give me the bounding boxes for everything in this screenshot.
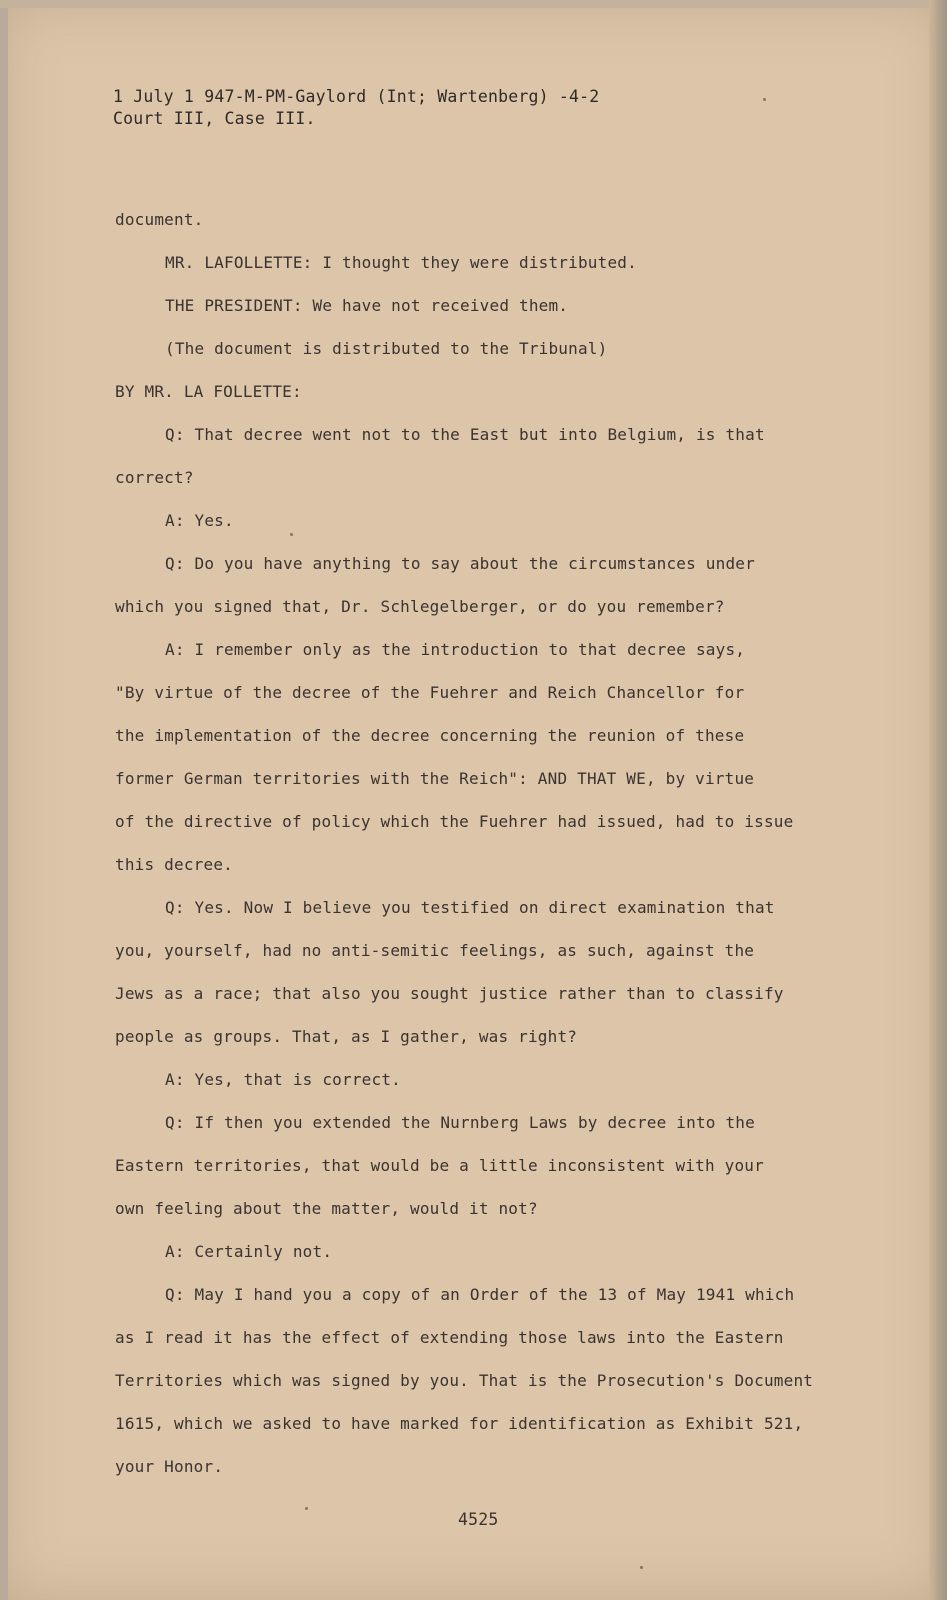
transcript-line: people as groups. That, as I gather, was right? xyxy=(115,1027,578,1046)
paper-speck xyxy=(290,533,293,536)
transcript-line: your Honor. xyxy=(115,1457,224,1476)
transcript-line: you, yourself, had no anti-semitic feelings, as such, against the xyxy=(115,941,755,960)
transcript-line: Q: May I hand you a copy of an Order of the 13 of May 1941 which xyxy=(165,1285,795,1304)
page-number: 4525 xyxy=(458,1510,499,1529)
header-court-line: Court III, Case III. xyxy=(113,109,316,128)
transcript-line: A: Yes. xyxy=(165,511,234,530)
paper-edge-top xyxy=(0,0,947,8)
transcript-line: 1615, which we asked to have marked for identification as Exhibit 521, xyxy=(115,1414,804,1433)
paper-speck xyxy=(640,1566,643,1569)
document-header xyxy=(113,86,599,130)
transcript-line: (The document is distributed to the Tribunal) xyxy=(165,339,608,358)
transcript-body xyxy=(115,205,855,1495)
transcript-line: correct? xyxy=(115,468,194,487)
transcript-line: Q: That decree went not to the East but into Belgium, is that xyxy=(165,425,765,444)
transcript-line: Q: If then you extended the Nurnberg Laws by decree into the xyxy=(165,1113,755,1132)
transcript-line: Eastern territories, that would be a little inconsistent with your xyxy=(115,1156,764,1175)
transcript-line: THE PRESIDENT: We have not received them. xyxy=(165,296,569,315)
transcript-line: former German territories with the Reich": AND THAT WE, by virtue xyxy=(115,769,755,788)
transcript-line: MR. LAFOLLETTE: I thought they were distributed. xyxy=(165,253,637,272)
transcript-line: Q: Do you have anything to say about the circumstances under xyxy=(165,554,755,573)
transcript-line: A: Certainly not. xyxy=(165,1242,333,1261)
transcript-line: of the directive of policy which the Fuehrer had issued, had to issue xyxy=(115,812,794,831)
transcript-line: this decree. xyxy=(115,855,233,874)
transcript-line: document. xyxy=(115,210,204,229)
header-session-line: 1 July 1 947-M-PM-Gaylord (Int; Wartenberg) -4-2 xyxy=(113,87,600,106)
paper-edge-right xyxy=(929,0,947,1600)
paper-speck xyxy=(305,1507,308,1510)
transcript-line: as I read it has the effect of extending those laws into the Eastern xyxy=(115,1328,784,1347)
transcript-line: "By virtue of the decree of the Fuehrer and Reich Chancellor for xyxy=(115,683,745,702)
transcript-line: Jews as a race; that also you sought justice rather than to classify xyxy=(115,984,784,1003)
transcript-line: the implementation of the decree concerning the reunion of these xyxy=(115,726,745,745)
transcript-line: A: I remember only as the introduction to that decree says, xyxy=(165,640,746,659)
transcript-line: Territories which was signed by you. That is the Prosecution's Document xyxy=(115,1371,814,1390)
transcript-line: A: Yes, that is correct. xyxy=(165,1070,401,1089)
transcript-line: Q: Yes. Now I believe you testified on direct examination that xyxy=(165,898,775,917)
transcript-line: own feeling about the matter, would it not? xyxy=(115,1199,538,1218)
transcript-line: which you signed that, Dr. Schlegelberger, or do you remember? xyxy=(115,597,725,616)
transcript-line: BY MR. LA FOLLETTE: xyxy=(115,382,302,401)
paper-speck xyxy=(763,98,766,101)
paper-edge-left xyxy=(0,0,8,1600)
